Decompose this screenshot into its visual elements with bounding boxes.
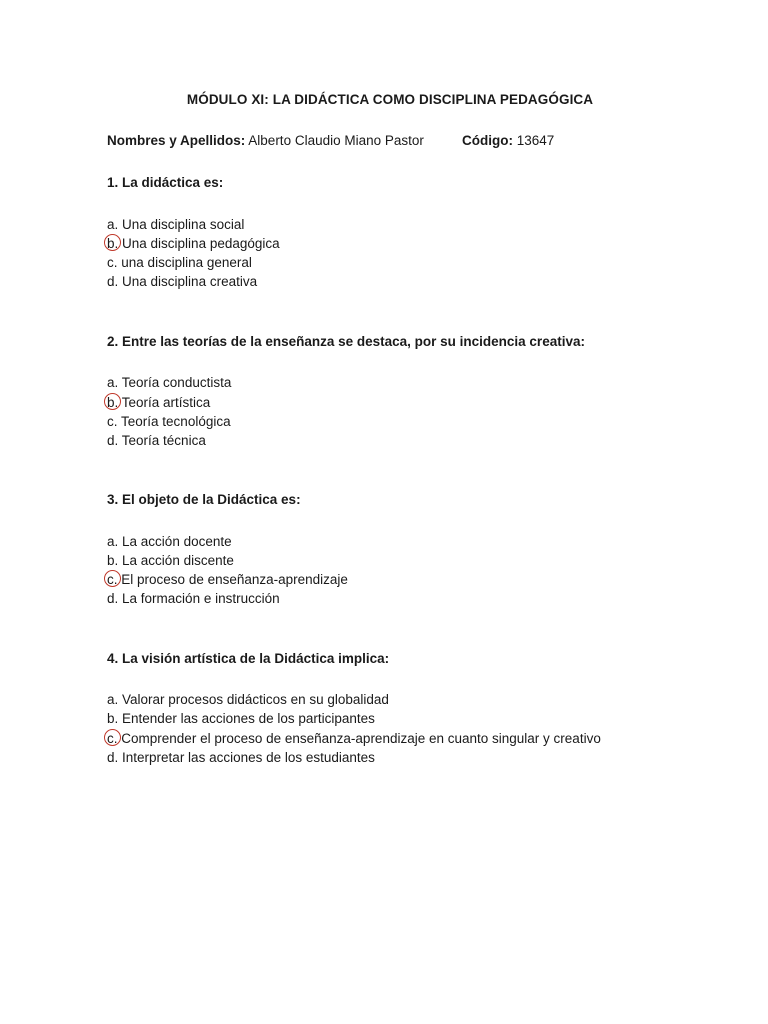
q2-option-d [107, 431, 206, 450]
option-letter: c. [107, 414, 118, 429]
q4-option-a [107, 690, 389, 709]
option-text: Una disciplina creativa [122, 274, 258, 289]
option-text: El proceso de enseñanza-aprendizaje [121, 572, 348, 587]
option-text: Teoría conductista [121, 375, 232, 390]
option-letter-selected: c. [107, 729, 118, 748]
q1-option-d [107, 272, 257, 291]
q4-option-d [107, 748, 375, 767]
option-text: La acción discente [122, 553, 234, 568]
question-3: 3. El objeto de la Didáctica es: [107, 492, 301, 507]
question-2: 2. Entre las teorías de la enseñanza se destaca, por su incidencia creativa: [107, 334, 585, 349]
option-text: una disciplina general [121, 255, 252, 270]
option-text: Una disciplina pedagógica [122, 236, 280, 251]
answer-circle-mark [104, 234, 121, 251]
q1-option-b [107, 234, 280, 253]
option-text: Teoría tecnológica [121, 414, 231, 429]
code-label: Código: [462, 133, 513, 148]
q3-option-a [107, 532, 232, 551]
question-4: 4. La visión artística de la Didáctica implica: [107, 651, 390, 666]
answer-circle-mark [104, 570, 121, 587]
option-letter: d. [107, 591, 119, 606]
option-letter: a. [107, 217, 119, 232]
option-text: Una disciplina social [122, 217, 245, 232]
name-value: Alberto Claudio Miano Pastor [248, 133, 424, 148]
q3-option-d [107, 589, 280, 608]
code-value: 13647 [516, 133, 555, 148]
option-letter: a. [107, 534, 119, 549]
q2-option-c [107, 412, 231, 431]
q1-option-c [107, 253, 252, 272]
option-text: Teoría artística [121, 395, 211, 410]
option-text: La formación e instrucción [122, 591, 280, 606]
option-letter: a. [107, 692, 119, 707]
answer-circle-mark [104, 729, 121, 746]
q2-option-a [107, 373, 231, 392]
option-letter: d. [107, 750, 119, 765]
name-label: Nombres y Apellidos: [107, 133, 246, 148]
option-text: Teoría técnica [121, 433, 206, 448]
option-text: Comprender el proceso de enseñanza-aprendizaje en cuanto singular y creativo [121, 731, 601, 746]
option-letter: c. [107, 255, 118, 270]
option-letter-selected: b. [107, 234, 118, 253]
student-code-line [462, 133, 554, 148]
option-text: Interpretar las acciones de los estudiantes [122, 750, 375, 765]
option-letter-selected: b. [107, 393, 118, 412]
document-title: MÓDULO XI: LA DIDÁCTICA COMO DISCIPLINA PEDAGÓGICA [186, 92, 594, 107]
option-text: La acción docente [122, 534, 232, 549]
q1-option-a [107, 215, 244, 234]
answer-circle-mark [104, 393, 121, 410]
option-letter: b. [107, 711, 119, 726]
option-text: Entender las acciones de los participantes [122, 711, 375, 726]
option-letter: a. [107, 375, 119, 390]
option-letter: b. [107, 553, 119, 568]
q4-option-b [107, 709, 375, 728]
option-letter: d. [107, 274, 119, 289]
q3-option-c [107, 570, 348, 589]
option-letter: d. [107, 433, 119, 448]
option-letter-selected: c. [107, 570, 118, 589]
question-1: 1. La didáctica es: [107, 175, 224, 190]
q3-option-b [107, 551, 234, 570]
student-name-line [107, 133, 424, 148]
q4-option-c [107, 729, 601, 748]
option-text: Valorar procesos didácticos en su globalidad [122, 692, 389, 707]
q2-option-b [107, 393, 210, 412]
